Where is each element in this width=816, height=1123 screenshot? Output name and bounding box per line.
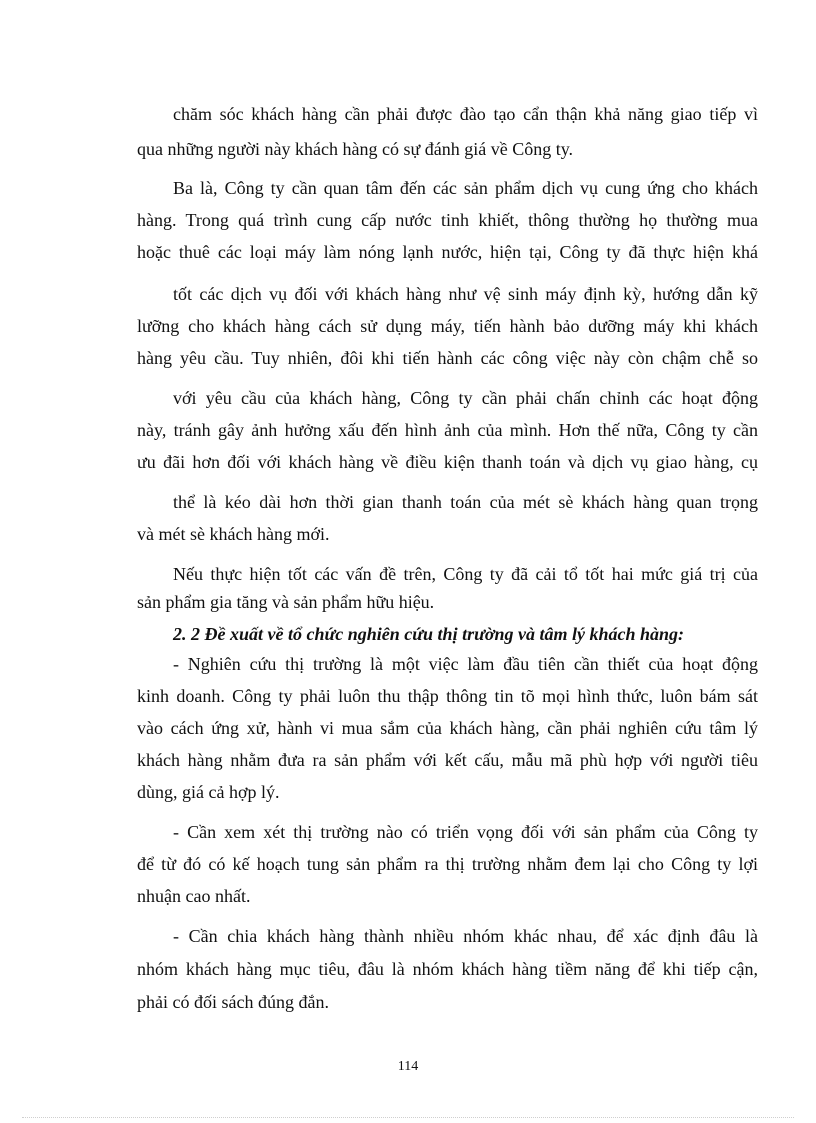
text-line: tốt các dịch vụ đối với khách hàng như vệ sinh máy định kỳ, hướng dẫn kỹ	[173, 284, 758, 304]
text-line: - Cần xem xét thị trường nào có triển vọng đối với sản phẩm của Công ty	[173, 822, 758, 842]
text-line: qua những người này khách hàng có sự đánh giá về Công ty.	[137, 139, 574, 159]
text-line: dùng, giá cả hợp lý.	[137, 782, 280, 802]
text-line: thể là kéo dài hơn thời gian thanh toán của mét sè khách hàng quan trọng	[173, 492, 758, 512]
text-line: hàng. Trong quá trình cung cấp nước tinh khiết, thông thường họ thường mua	[137, 210, 758, 230]
footer-divider	[22, 1117, 794, 1118]
text-line: ưu đãi hơn đối với khách hàng về điều kiện thanh toán và dịch vụ giao hàng, cụ	[137, 452, 758, 472]
text-line: nhuận cao nhất.	[137, 886, 251, 906]
text-line: nhóm khách hàng mục tiêu, đâu là nhóm khách hàng tiềm năng để khi tiếp cận,	[137, 959, 758, 979]
text-line: kinh doanh. Công ty phải luôn thu thập thông tin tõ mọi hình thức, luôn bám sát	[137, 686, 758, 706]
text-line: hoặc thuê các loại máy làm nóng lạnh nước, hiện tại, Công ty đã thực hiện khá	[137, 242, 758, 262]
text-line: - Cần chia khách hàng thành nhiều nhóm khác nhau, để xác định đâu là	[173, 926, 758, 946]
text-line: để từ đó có kế hoạch tung sản phẩm ra thị trường nhằm đem lại cho Công ty lợi	[137, 854, 758, 874]
text-line: phải có đối sách đúng đắn.	[137, 992, 329, 1012]
text-line: Nếu thực hiện tốt các vấn đề trên, Công ty đã cải tổ tốt hai mức giá trị của	[173, 564, 758, 584]
text-line: chăm sóc khách hàng cần phải được đào tạo cẩn thận khả năng giao tiếp vì	[173, 104, 758, 124]
text-line: sản phẩm gia tăng và sản phẩm hữu hiệu.	[137, 592, 435, 612]
page-number: 114	[397, 1059, 419, 1074]
text-line: và mét sè khách hàng mới.	[137, 524, 330, 544]
text-line: với yêu cầu của khách hàng, Công ty cần phải chấn chỉnh các hoạt động	[173, 388, 758, 408]
text-line: hàng yêu cầu. Tuy nhiên, đôi khi tiến hành các công việc này còn chậm chễ so	[137, 348, 758, 368]
text-line: này, tránh gây ảnh hưởng xấu đến hình ảnh của mình. Hơn thế nữa, Công ty cần	[137, 420, 758, 440]
text-line: vào cách ứng xử, hành vi mua sắm của khách hàng, cần phải nghiên cứu tâm lý	[137, 718, 758, 738]
text-line: Ba là, Công ty cần quan tâm đến các sản phẩm dịch vụ cung ứng cho khách	[173, 178, 758, 198]
section-heading: 2. 2 Đề xuất về tổ chức nghiên cứu thị trường và tâm lý khách hàng:	[173, 624, 685, 644]
text-line: khách hàng nhằm đưa ra sản phẩm với kết cấu, mẫu mã phù hợp với người tiêu	[137, 750, 758, 770]
text-line: - Nghiên cứu thị trường là một việc làm đầu tiên cần thiết của hoạt động	[173, 654, 758, 674]
text-line: lưỡng cho khách hàng cách sử dụng máy, tiến hành bảo dưỡng máy khi khách	[137, 316, 758, 336]
